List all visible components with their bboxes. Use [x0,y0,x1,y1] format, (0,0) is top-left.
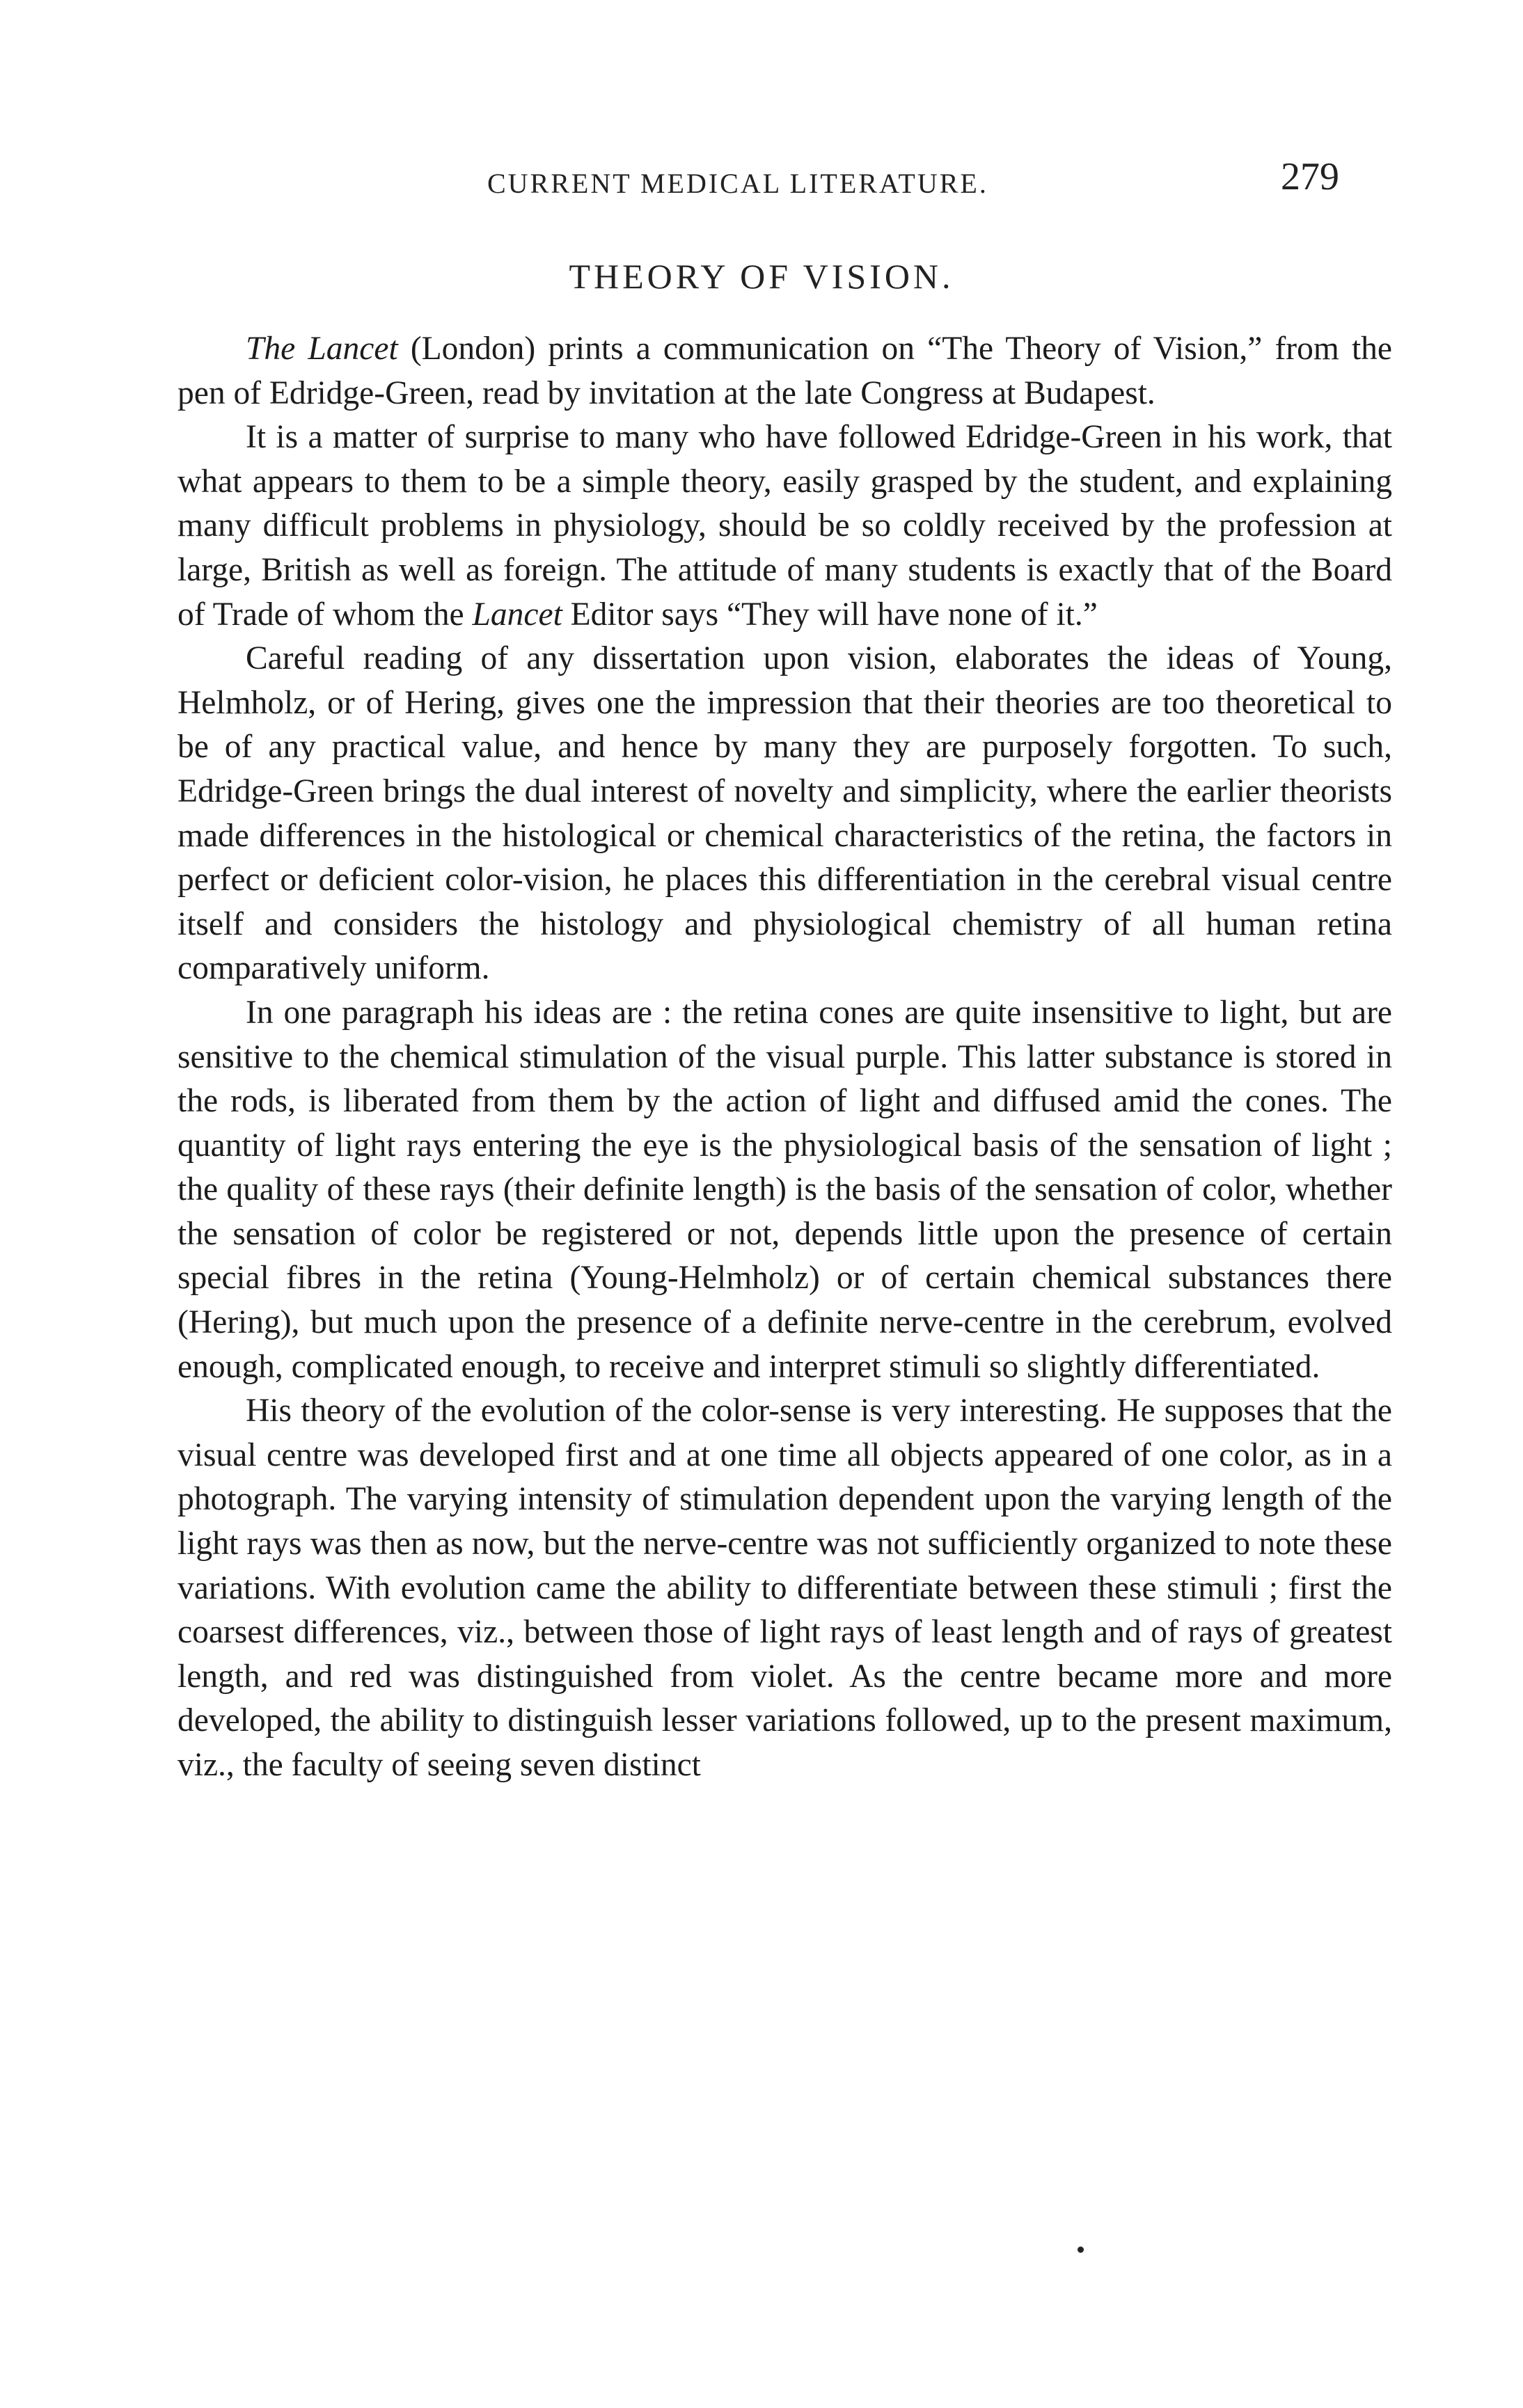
journal-name-inline: Lancet [472,596,562,633]
paragraph-1-text: (London) prints a communication on “The Theory of Vision,” from the pen of Edridge-Green, read by invitation at the late Congress at Budapest. [177,331,1392,411]
journal-name: The Lancet [246,331,398,367]
article-body [177,327,1392,1788]
article-title: THEORY OF VISION. [569,257,954,296]
paragraph-5: His theory of the evolution of the color-sense is very interesting. He supposes that the visual centre was developed first and at one time all objects appeared of one color, as in a photograph. The varying intensity of stimulation dependent upon the varying length of the light rays was then as now, but the nerve-centre was not sufficiently organized to note these variations. With evolution came the ability to differentiate between these stimuli ; first the coarsest differences, viz., between those of light rays of least length and of rays of greatest length, and red was distinguished from violet. As the centre became more and more developed, the ability to distinguish lesser variations followed, up to the present maximum, viz., the faculty of seeing seven distinct [177,1393,1392,1783]
running-head: CURRENT MEDICAL LITERATURE. [487,168,988,199]
paragraph-2-text-start: It is a matter of surprise to many who have followed Edridge-Green in his work, that what appears to them to be a simple theory, easily grasped by the student, and explaining many difficult problems in physiology, should be so coldly received by the profession at large, British as well as foreign. The attitude of many students is exactly that of the Board of Trade of whom the [177,419,1392,633]
paragraph-2 [177,415,1392,637]
paragraph-2-text-end: Editor says “They will have none of it.” [562,596,1098,633]
paragraph-4: In one paragraph his ideas are : the retina cones are quite insensitive to light, but are sensitive to the chemical stimulation of the visual purple. This latter substance is stored in the rods, is liberated from them by the action of light and diffused amid the cones. The quantity of light rays entering the eye is the physiological basis of the sensation of light ; the quality of these rays (their definite length) is the basis of the sensation of color, whether the sensation of color be registered or not, depends little upon the presence of certain special fibres in the retina (Young-Helmholz) or of certain chemical substances there (Hering), but much upon the presence of a definite nerve-centre in the cerebrum, evolved enough, complicated enough, to receive and interpret stimuli so slightly differentiated. [177,994,1392,1385]
page-number: 279 [1281,155,1339,198]
ink-speck [1078,2247,1084,2253]
paragraph-3: Careful reading of any dissertation upon vision, elaborates the ideas of Young, Helmholz, or of Hering, gives one the impression that their theories are too theoretical to be of any practical value, and hence by many they are purposely forgotten. To such, Edridge-Green brings the dual interest of novelty and simplicity, where the earlier theorists made differences in the histological or chemical characteristics of the retina, the factors in perfect or deficient color-vision, he places this differentiation in the cerebral visual centre itself and considers the histology and physiological chemistry of all human retina comparatively uniform. [177,640,1392,987]
paragraph-1 [177,327,1392,415]
